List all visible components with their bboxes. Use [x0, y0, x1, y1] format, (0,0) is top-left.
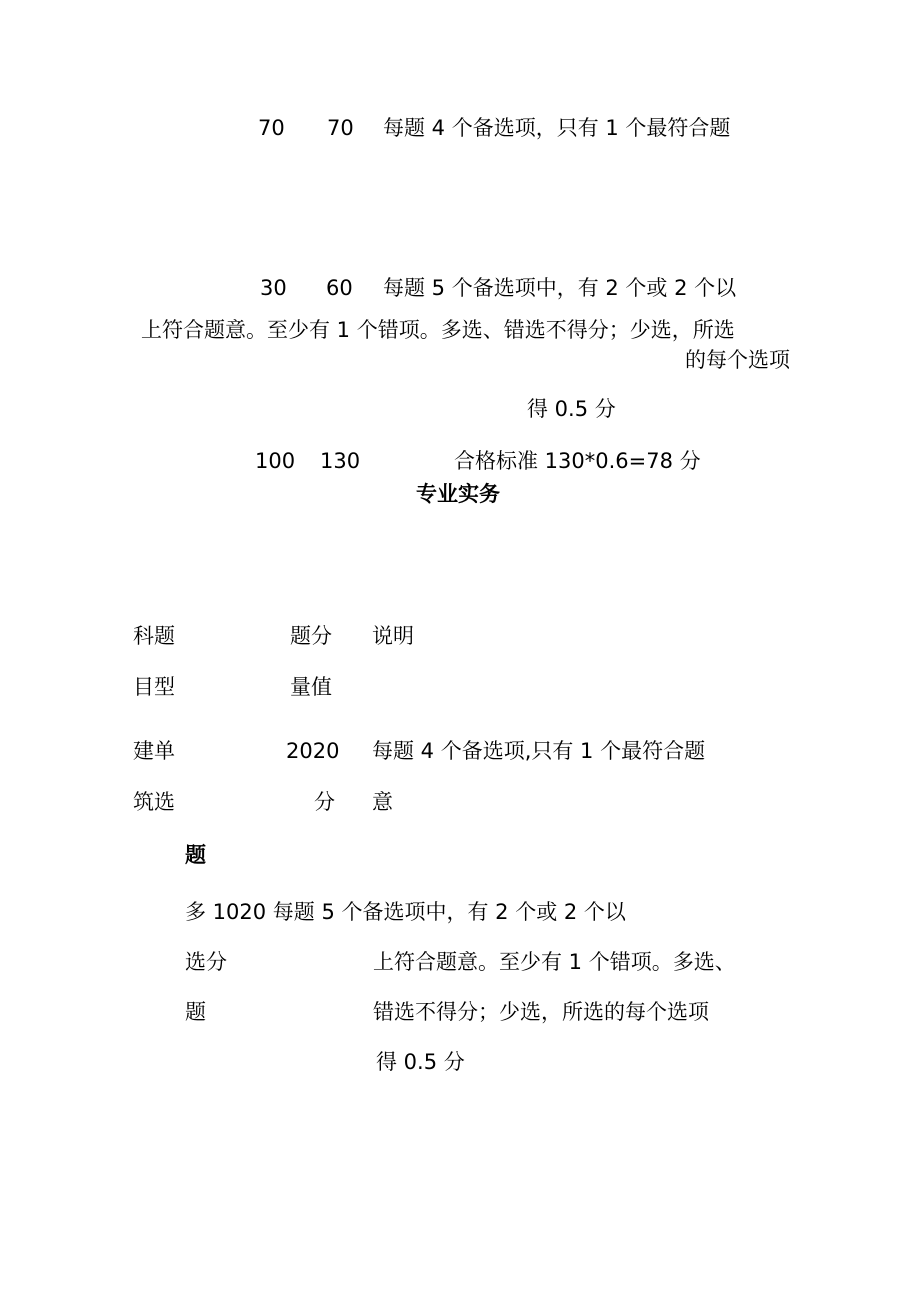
single-choice-score-line2: 分: [314, 790, 335, 814]
multi-choice-line1: 多 1020 每题 5 个备选项中，有 2 个或 2 个以: [185, 900, 626, 924]
single-choice-label-line3: 题: [185, 843, 206, 867]
section-title: 专业实务: [416, 482, 500, 506]
header-subject-line2: 目型: [133, 675, 175, 699]
header-description: 说明: [372, 624, 414, 648]
header-score-line1: 题分: [290, 624, 332, 648]
single-choice-label-line2: 筑选: [133, 790, 175, 814]
row2-description-line3: 的每个选项: [685, 348, 790, 372]
single-choice-score-line1: 2020: [286, 739, 340, 763]
single-choice-description-line1: 每题 4 个备选项,只有 1 个最符合题: [372, 739, 706, 763]
multi-choice-description-line2: 上符合题意。至少有 1 个错项。多选、: [373, 950, 736, 974]
row2-description-line2: 上符合题意。至少有 1 个错项。多选、错选不得分；少选，所选: [141, 318, 735, 342]
row1-description: 每题 4 个备选项，只有 1 个最符合题: [383, 116, 731, 140]
total-count: 100: [255, 449, 296, 473]
row2-description-line4: 得 0.5 分: [527, 397, 616, 421]
header-score-line2: 量值: [290, 675, 332, 699]
total-score: 130: [320, 449, 361, 473]
row2-count: 30: [260, 276, 287, 300]
row2-score: 60: [326, 276, 353, 300]
multi-choice-label-line2: 选分: [185, 950, 227, 974]
pass-standard: 合格标准 130*0.6=78 分: [454, 449, 701, 473]
single-choice-description-line2: 意: [372, 790, 393, 814]
row1-count: 70: [258, 116, 285, 140]
row2-description-line1: 每题 5 个备选项中，有 2 个或 2 个以: [383, 276, 737, 300]
multi-choice-description-line3: 错选不得分；少选，所选的每个选项: [373, 1000, 709, 1024]
single-choice-label-line1: 建单: [133, 739, 175, 763]
multi-choice-description-line4: 得 0.5 分: [376, 1050, 465, 1074]
multi-choice-label-line3: 题: [185, 1000, 206, 1024]
header-subject-line1: 科题: [133, 624, 175, 648]
row1-score: 70: [327, 116, 354, 140]
